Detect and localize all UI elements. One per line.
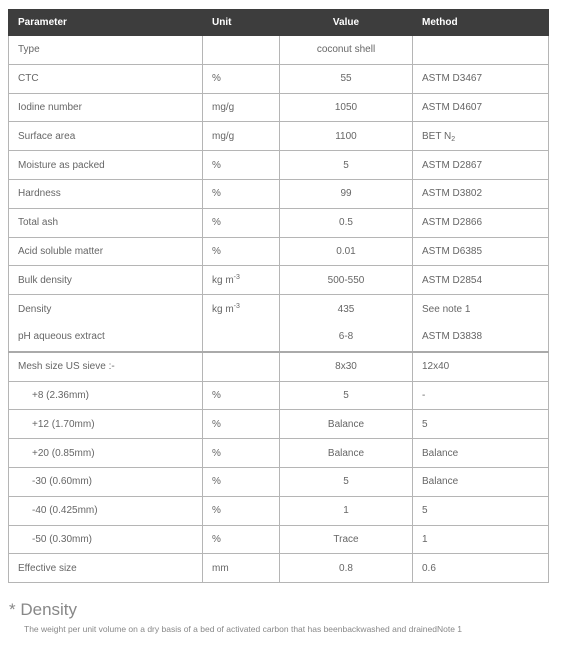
method-cell: 0.6 — [413, 554, 549, 583]
unit-superscript: -3 — [233, 302, 240, 310]
parameter-cell: Effective size — [9, 554, 203, 583]
table-row — [9, 496, 549, 525]
parameter-cell: -30 (0.60mm) — [9, 467, 203, 496]
parameter-cell: +20 (0.85mm) — [9, 439, 203, 468]
method-cell: See note 1 — [413, 295, 549, 323]
specifications-table — [8, 9, 549, 583]
method-cell — [413, 36, 549, 65]
header-unit: Unit — [203, 10, 280, 36]
value-cell: 1100 — [280, 122, 413, 151]
method-cell: ASTM D3802 — [413, 179, 549, 208]
table-header-row — [9, 10, 549, 36]
method-cell: 5 — [413, 410, 549, 439]
method-cell: ASTM D3467 — [413, 64, 549, 93]
parameter-cell: -50 (0.30mm) — [9, 525, 203, 554]
table-row — [9, 554, 549, 583]
unit-superscript: -3 — [233, 273, 240, 281]
value-cell: 5 — [280, 151, 413, 180]
method-cell: ASTM D6385 — [413, 237, 549, 266]
table-row — [9, 381, 549, 410]
unit-cell: % — [203, 467, 280, 496]
method-cell: - — [413, 381, 549, 410]
table-row — [9, 179, 549, 208]
method-cell: ASTM D2854 — [413, 266, 549, 295]
table-row — [9, 323, 549, 352]
table-row — [9, 151, 549, 180]
table-row — [9, 410, 549, 439]
value-cell: 435 — [280, 295, 413, 323]
table-row — [9, 295, 549, 323]
method-cell: Balance — [413, 439, 549, 468]
unit-cell — [203, 295, 280, 323]
unit-cell: % — [203, 64, 280, 93]
value-cell: 5 — [280, 381, 413, 410]
value-cell: 5 — [280, 467, 413, 496]
parameter-cell: Mesh size US sieve :- — [9, 352, 203, 381]
value-cell: 6-8 — [280, 323, 413, 352]
header-value: Value — [280, 10, 413, 36]
density-note-text: The weight per unit volume on a dry basis of a bed of activated carbon that has beenbackwashed and drainedNote 1 — [24, 624, 463, 634]
unit-cell: % — [203, 151, 280, 180]
header-parameter: Parameter — [9, 10, 203, 36]
method-cell: 1 — [413, 525, 549, 554]
parameter-cell: pH aqueous extract — [9, 323, 203, 352]
parameter-cell: Iodine number — [9, 93, 203, 122]
parameter-cell: Surface area — [9, 122, 203, 151]
method-text: BET N — [422, 130, 452, 142]
value-cell: 99 — [280, 179, 413, 208]
value-cell: 0.01 — [280, 237, 413, 266]
value-cell: 0.5 — [280, 208, 413, 237]
parameter-cell: -40 (0.425mm) — [9, 496, 203, 525]
table-row — [9, 93, 549, 122]
unit-cell: % — [203, 381, 280, 410]
parameter-cell: Bulk density — [9, 266, 203, 295]
table-row — [9, 208, 549, 237]
unit-cell: mm — [203, 554, 280, 583]
value-cell: 55 — [280, 64, 413, 93]
table-row — [9, 467, 549, 496]
parameter-cell: +12 (1.70mm) — [9, 410, 203, 439]
density-note-title: * Density — [9, 600, 78, 619]
value-cell: 1050 — [280, 93, 413, 122]
unit-cell: % — [203, 410, 280, 439]
parameter-cell: Total ash — [9, 208, 203, 237]
unit-text: kg m — [212, 303, 234, 315]
method-cell: ASTM D2867 — [413, 151, 549, 180]
method-cell: ASTM D4607 — [413, 93, 549, 122]
unit-cell: % — [203, 179, 280, 208]
table-row — [9, 122, 549, 151]
unit-cell: mg/g — [203, 93, 280, 122]
unit-cell: % — [203, 439, 280, 468]
unit-cell — [203, 352, 280, 381]
table-row — [9, 237, 549, 266]
unit-cell: % — [203, 525, 280, 554]
method-cell: Balance — [413, 467, 549, 496]
parameter-cell: Type — [9, 36, 203, 65]
value-cell: coconut shell — [280, 36, 413, 65]
unit-text: kg m — [212, 274, 234, 286]
value-cell: 0.8 — [280, 554, 413, 583]
parameter-cell: Acid soluble matter — [9, 237, 203, 266]
parameter-cell: Density — [9, 295, 203, 323]
header-method: Method — [413, 10, 549, 36]
unit-cell: % — [203, 496, 280, 525]
table-row — [9, 266, 549, 295]
unit-cell: mg/g — [203, 122, 280, 151]
value-cell: 500-550 — [280, 266, 413, 295]
unit-cell: % — [203, 237, 280, 266]
unit-cell: % — [203, 208, 280, 237]
parameter-cell: Moisture as packed — [9, 151, 203, 180]
value-cell: Balance — [280, 439, 413, 468]
table-row — [9, 36, 549, 65]
parameter-cell: Hardness — [9, 179, 203, 208]
value-cell: 1 — [280, 496, 413, 525]
parameter-cell: CTC — [9, 64, 203, 93]
method-cell: ASTM D2866 — [413, 208, 549, 237]
table-row — [9, 439, 549, 468]
table-row — [9, 64, 549, 93]
unit-cell — [203, 323, 280, 352]
value-cell: 8x30 — [280, 352, 413, 381]
method-cell: 5 — [413, 496, 549, 525]
value-cell: Trace — [280, 525, 413, 554]
value-cell: Balance — [280, 410, 413, 439]
method-cell: ASTM D3838 — [413, 323, 549, 352]
unit-cell — [203, 36, 280, 65]
method-cell: 12x40 — [413, 352, 549, 381]
method-subscript: 2 — [451, 135, 456, 143]
unit-cell — [203, 266, 280, 295]
parameter-cell: +8 (2.36mm) — [9, 381, 203, 410]
method-cell — [413, 122, 549, 151]
table-row — [9, 525, 549, 554]
table-row — [9, 352, 549, 381]
